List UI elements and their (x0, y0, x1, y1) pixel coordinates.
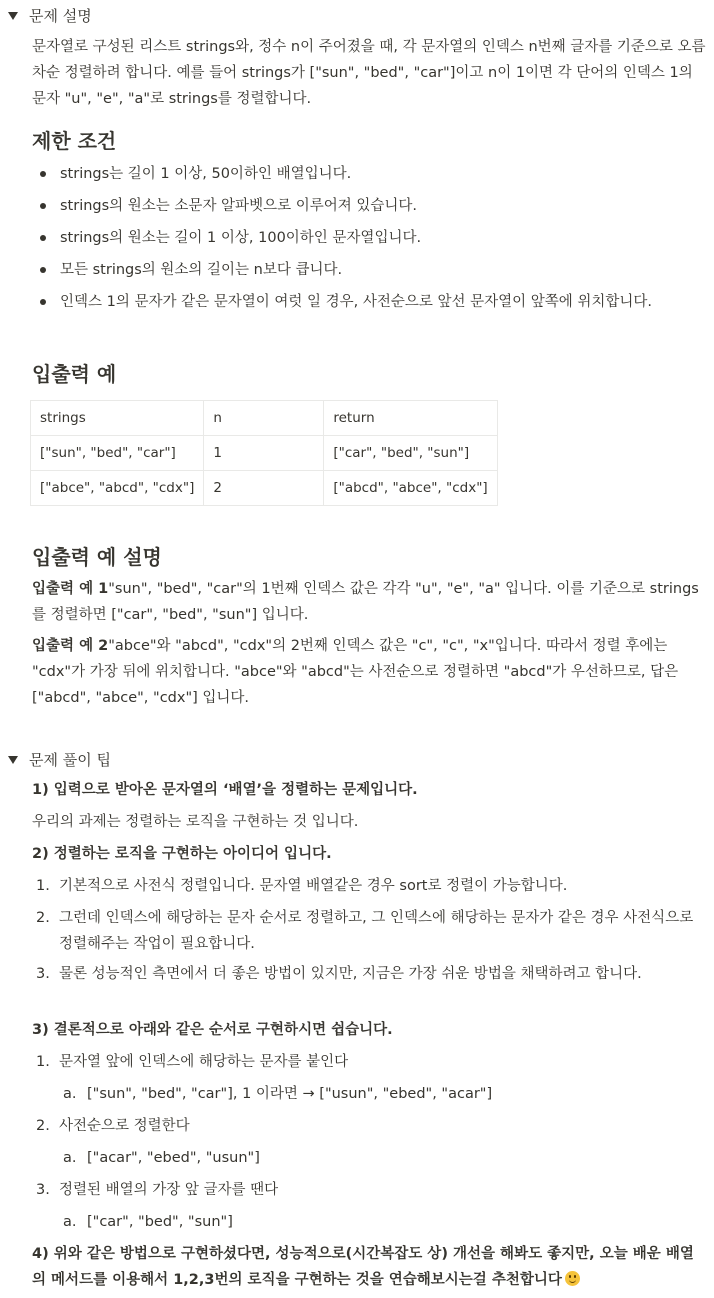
table-row (31, 436, 498, 471)
list-item: 3. 물론 성능적인 측면에서 더 좋은 방법이 있지만, 지금은 가장 쉬운 방법을 채택하려고 합니다. (36, 966, 642, 982)
io-example-heading: 입출력 예 (32, 362, 117, 386)
tip-text: 우리의 과제는 정렬하는 로직을 구현하는 것 입니다. (32, 814, 359, 830)
constraints-heading: 제한 조건 (32, 129, 117, 153)
bullet-icon (40, 235, 46, 241)
explanation-label: 입출력 예 1 (32, 581, 109, 597)
bullet-item: 모든 strings의 원소의 길이는 n보다 큽니다. (40, 257, 700, 283)
toggle-triangle-icon[interactable] (8, 12, 18, 20)
sub-list-item: a. ["car", "bed", "sun"] (63, 1214, 233, 1230)
tip-heading: 1) 입력으로 받아온 문자열의 ‘배열’을 정렬하는 문제입니다. (32, 782, 418, 798)
io-explanation-2 (32, 633, 707, 711)
io-explanation-heading: 입출력 예 설명 (32, 545, 162, 569)
list-item: 3. 정렬된 배열의 가장 앞 글자를 땐다 (36, 1182, 279, 1198)
bullet-item: strings의 원소는 길이 1 이상, 100이하인 문자열입니다. (40, 225, 700, 251)
bullet-icon (40, 171, 46, 177)
list-item: 1. 기본적으로 사전식 정렬입니다. 문자열 배열같은 경우 sort로 정렬이 가능합니다. (36, 878, 568, 894)
toggle-triangle-icon[interactable] (8, 756, 18, 764)
explanation-label: 입출력 예 2 (32, 638, 109, 654)
sub-list-item: a. ["acar", "ebed", "usun"] (63, 1150, 260, 1166)
explanation-text: "abce"와 "abcd", "cdx"의 2번째 인덱스 값은 "c", "c", "x"입니다. 따라서 정렬 후에는 "cdx"가 가장 뒤에 위치합니다. "abce"와 "abcd"는 사전순으로 정렬하면 "abcd"가 우선하므로, 답은 ["abcd", "abce", "cdx"] 입니다. (32, 638, 679, 706)
list-item: 1. 문자열 앞에 인덱스에 해당하는 문자를 붙인다 (36, 1054, 349, 1070)
table-cell: 1 (204, 436, 324, 471)
bullet-item: 인덱스 1의 문자가 같은 문자열이 여럿 일 경우, 사전순으로 앞선 문자열이 앞쪽에 위치합니다. (40, 289, 700, 315)
io-example-table (30, 400, 498, 506)
table-header-cell: strings (31, 401, 204, 436)
bullet-item: strings는 길이 1 이상, 50이하인 배열입니다. (40, 161, 700, 187)
list-item: 2. 사전순으로 정렬한다 (36, 1118, 190, 1134)
table-cell: ["car", "bed", "sun"] (324, 436, 497, 471)
toggle-label: 문제 설명 (29, 7, 92, 25)
explanation-text: "sun", "bed", "car"의 1번째 인덱스 값은 각각 "u", "e", "a" 입니다. 이를 기준으로 strings를 정렬하면 ["car", "bed", "sun"] 입니다. (32, 581, 699, 623)
table-header-row (31, 401, 498, 436)
table-header-cell: return (324, 401, 497, 436)
tip-heading: 3) 결론적으로 아래와 같은 순서로 구현하시면 쉽습니다. (32, 1022, 393, 1038)
toggle-solution-tips[interactable] (8, 749, 111, 770)
bullet-item: strings의 원소는 소문자 알파벳으로 이루어져 있습니다. (40, 193, 700, 219)
bullet-icon (40, 299, 46, 305)
table-cell: ["abce", "abcd", "cdx"] (31, 471, 204, 506)
table-header-cell: n (204, 401, 324, 436)
tip-heading: 4) 위와 같은 방법으로 구현하셨다면, 성능적으로(시간복잡도 상) 개선을 해봐도 좋지만, 오늘 배운 배열의 메서드를 이용해서 1,2,3번의 로직을 구현하는 것을 연습해보시는걸 추천합니다 (32, 1246, 694, 1288)
toggle-problem-description[interactable] (8, 5, 92, 26)
problem-description: 문자열로 구성된 리스트 strings와, 정수 n이 주어졌을 때, 각 문자열의 인덱스 n번째 글자를 기준으로 오름차순 정렬하려 합니다. 예를 들어 strings가 ["sun", "bed", "car"]이고 n이 1이면 각 단어의 인덱스 1의 문자 "u", "e", "a"로 strings를 정렬합니다. (32, 39, 706, 107)
slightly-smiling-face-icon (565, 1271, 580, 1286)
toggle-label: 문제 풀이 팁 (29, 751, 111, 769)
bullet-icon (40, 267, 46, 273)
table-cell: ["abcd", "abce", "cdx"] (324, 471, 497, 506)
table-cell: ["sun", "bed", "car"] (31, 436, 204, 471)
list-item: 2. 그런데 인덱스에 해당하는 문자 순서로 정렬하고, 그 인덱스에 해당하는 문자가 같은 경우 사전식으로 정렬해주는 작업이 필요합니다. (36, 910, 694, 952)
table-cell: 2 (204, 471, 324, 506)
tip-heading: 2) 정렬하는 로직을 구현하는 아이디어 입니다. (32, 846, 332, 862)
table-row (31, 471, 498, 506)
io-explanation-1 (32, 576, 707, 628)
sub-list-item: a. ["sun", "bed", "car"], 1 이라면 → ["usun", "ebed", "acar"] (63, 1086, 493, 1102)
bullet-icon (40, 203, 46, 209)
